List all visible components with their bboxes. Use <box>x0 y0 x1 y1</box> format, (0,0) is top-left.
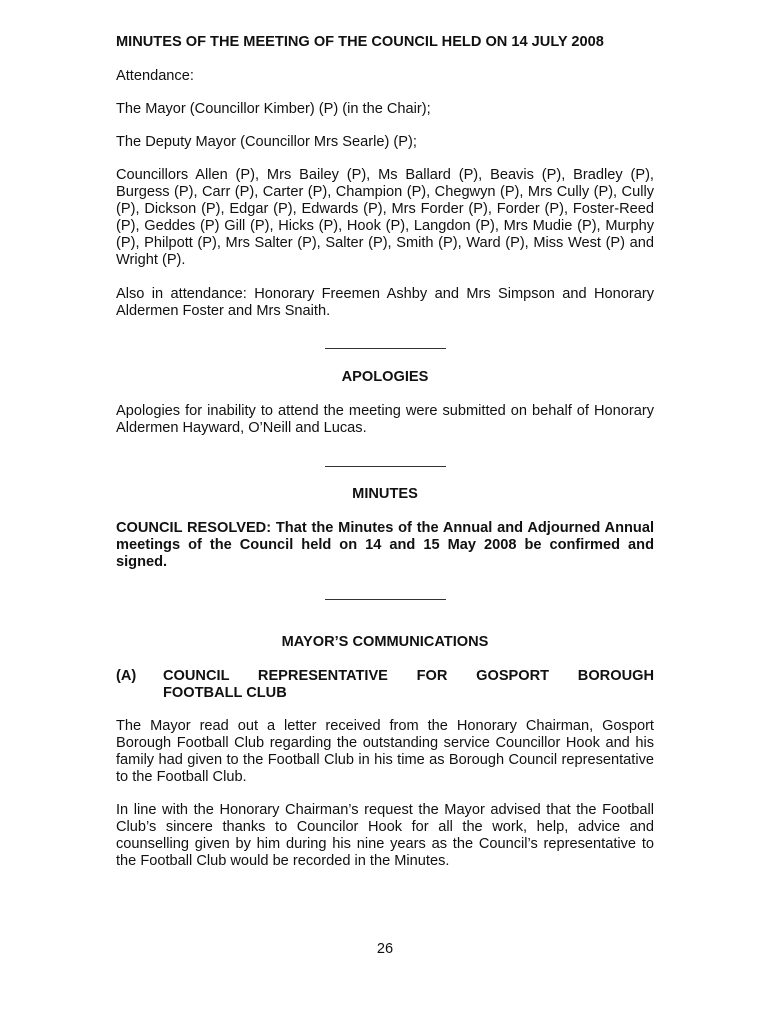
apologies-text: Apologies for inability to attend the meeting were submitted on behalf of Honorary Aldermen Hayward, O’Neill and Lucas. <box>116 403 654 436</box>
deputy-mayor-line: The Deputy Mayor (Councillor Mrs Searle) (P); <box>116 134 417 150</box>
section-divider <box>325 466 446 467</box>
section-divider <box>325 348 446 349</box>
councillors-paragraph: Councillors Allen (P), Mrs Bailey (P), Ms Ballard (P), Beavis (P), Bradley (P), Burgess (P), Carr (P), Carter (P), Champion (P), Chegwyn (P), Mrs Cully (P), Cully (P), Dickson (P), Edgar (P), Edwards (P), Mrs Forder (P), Forder (P), Foster-Reed (P), Geddes (P) Gill (P), Hicks (P), Hook (P), Langdon (P), Mrs Mudie (P), Murphy (P), Philpott (P), Mrs Salter (P), Salter (P), Smith (P), Ward (P), Miss West (P) and Wright (P). <box>116 167 654 268</box>
document-title: MINUTES OF THE MEETING OF THE COUNCIL HELD ON 14 JULY 2008 <box>116 34 604 50</box>
page-number: 26 <box>376 941 394 957</box>
item-letter: (A) <box>116 668 137 684</box>
apologies-heading: APOLOGIES <box>341 369 429 385</box>
mayor-line: The Mayor (Councillor Kimber) (P) (in the Chair); <box>116 101 431 117</box>
section-divider <box>325 599 446 600</box>
minutes-heading: MINUTES <box>352 486 418 502</box>
communications-paragraph-1: The Mayor read out a letter received from the Honorary Chairman, Gosport Borough Football Club regarding the outstanding service Councillor Hook and his family had given to the Football Club in his time as Borough Council representative to the Football Club. <box>116 718 654 785</box>
item-title-line-1: COUNCIL REPRESENTATIVE FOR GOSPORT BOROUGH <box>163 668 654 684</box>
item-title-line-2: FOOTBALL CLUB <box>163 685 287 701</box>
communications-paragraph-2: In line with the Honorary Chairman’s request the Mayor advised that the Football Club’s sincere thanks to Councilor Hook for all the work, help, advice and counselling given by him during his nine years as the Council’s representative to the Football Club would be recorded in the Minutes. <box>116 802 654 869</box>
also-in-attendance-paragraph: Also in attendance: Honorary Freemen Ashby and Mrs Simpson and Honorary Aldermen Foster and Mrs Snaith. <box>116 286 654 319</box>
attendance-label: Attendance: <box>116 68 194 84</box>
mayors-communications-heading: MAYOR’S COMMUNICATIONS <box>281 634 489 650</box>
minutes-resolution: COUNCIL RESOLVED: That the Minutes of the Annual and Adjourned Annual meetings of the Council held on 14 and 15 May 2008 be confirmed and signed. <box>116 520 654 570</box>
item-title <box>163 668 654 702</box>
